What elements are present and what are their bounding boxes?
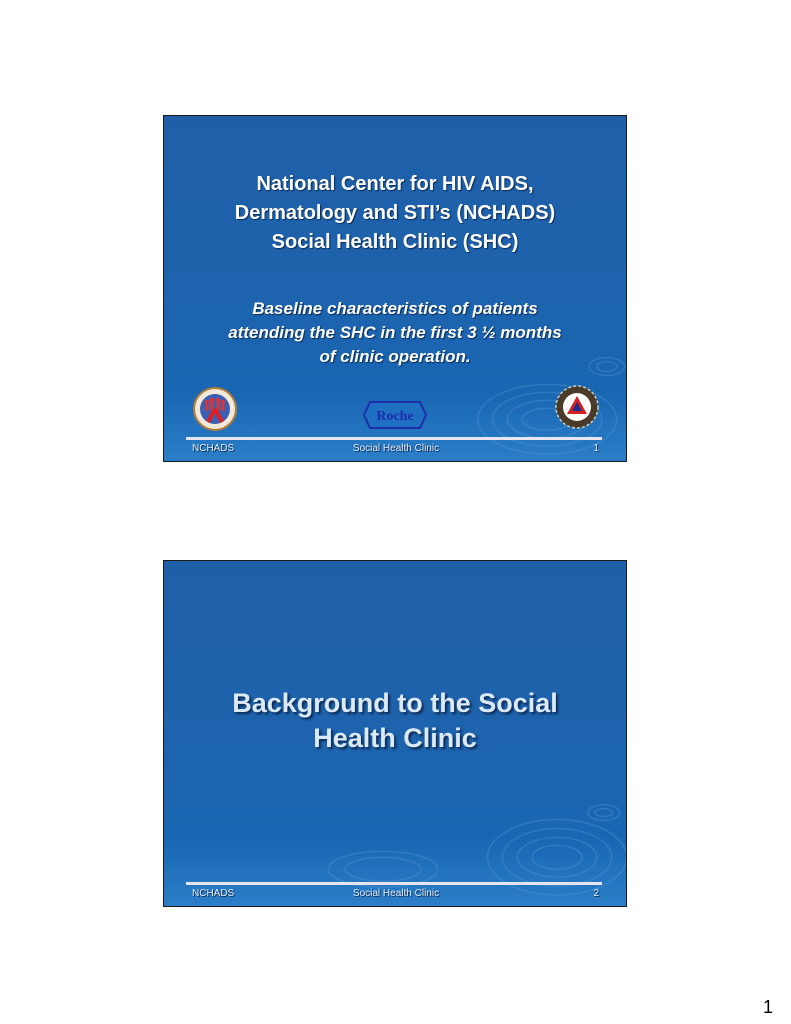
title-line: Dermatology and STI’s (NCHADS) xyxy=(234,202,556,224)
roche-logo xyxy=(362,399,428,431)
slide-2-title xyxy=(164,686,626,756)
footer-clinic-name: Social Health Clinic xyxy=(352,443,440,454)
subtitle-line: Baseline characteristics of patients xyxy=(252,299,538,318)
slide-2 xyxy=(163,560,627,907)
title-line: Background to the Social xyxy=(232,688,558,718)
page-number: 1 xyxy=(762,997,773,1017)
nchads-logo xyxy=(193,387,237,431)
footer-slide-number: 1 xyxy=(593,443,599,454)
slide-1 xyxy=(163,115,627,462)
roche-logo-text: Roche xyxy=(376,409,414,424)
subtitle-line: attending the SHC in the first 3 ½ months xyxy=(228,323,562,342)
title-line: National Center for HIV AIDS, xyxy=(256,173,534,195)
footer-clinic-name: Social Health Clinic xyxy=(352,888,440,899)
triangle-emblem-logo xyxy=(554,384,600,430)
footer-organization: NCHADS xyxy=(192,888,235,899)
footer-divider xyxy=(186,882,602,885)
slide-1-title xyxy=(164,170,626,257)
footer-organization: NCHADS xyxy=(192,443,235,454)
subtitle-line: of clinic operation. xyxy=(319,347,471,366)
title-line: Social Health Clinic (SHC) xyxy=(271,231,519,253)
footer-slide-number: 2 xyxy=(593,888,599,899)
title-line: Health Clinic xyxy=(313,723,477,753)
slide-1-subtitle xyxy=(164,297,626,369)
footer-divider xyxy=(186,437,602,440)
